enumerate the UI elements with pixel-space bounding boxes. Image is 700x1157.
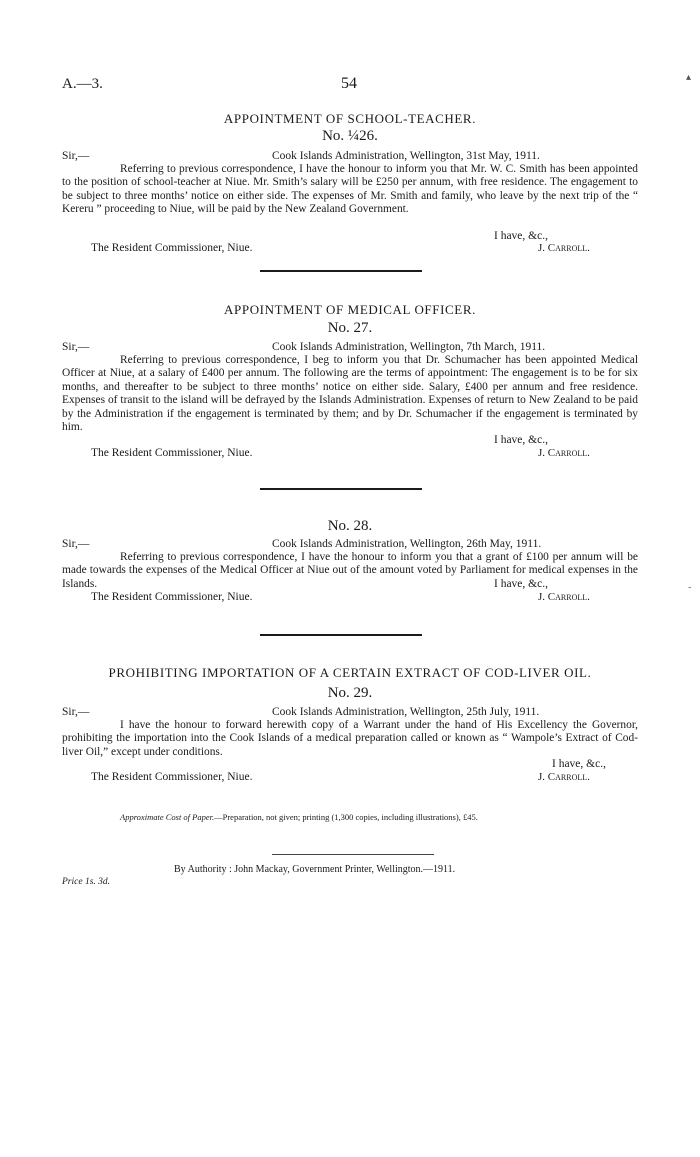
dateline: Cook Islands Administration, Wellington, 7th March, 1911. [272,341,546,353]
recipient: The Resident Commissioner, Niue. [91,771,253,783]
section-divider [260,634,422,636]
section-divider [260,488,422,490]
dateline: Cook Islands Administration, Wellington, 25th July, 1911. [272,706,540,718]
section-divider [260,270,422,272]
section-title: PROHIBITING IMPORTATION OF A CERTAIN EXTRACT OF COD-LIVER OIL. [108,665,592,680]
page-speck: ▴ [686,72,692,83]
cost-of-paper-note: Approximate Cost of Paper.—Preparation, not given; printing (1,300 copies, including illustrations), £45. [120,812,478,822]
signature: J. Carroll. [538,447,590,459]
page-number: 54 [341,75,357,92]
recipient: The Resident Commissioner, Niue. [91,447,253,459]
salutation: Sir,— [62,150,90,162]
section-title: APPOINTMENT OF SCHOOL-TEACHER. [223,111,477,126]
dateline: Cook Islands Administration, Wellington, 31st May, 1911. [272,150,540,162]
letter-number: No. ¼26. [322,128,378,144]
closing: I have, &c., [494,578,548,590]
signature: J. Carroll. [538,242,590,254]
dateline: Cook Islands Administration, Wellington, 26th May, 1911. [272,538,542,550]
recipient: The Resident Commissioner, Niue. [91,242,253,254]
signature: J. Carroll. [538,771,590,783]
page-speck: ˷ [688,578,692,589]
closing: I have, &c., [494,230,548,242]
letter-body: Referring to previous correspondence, I have the honour to inform you that a grant of £100 per annum will be made towards the expenses of the Medical Officer at Niue out of the amount voted by Parliament for medical expenses in the Islands. [62,551,638,590]
letter-body: Referring to previous correspondence, I beg to inform you that Dr. Schumacher has been appointed Medical Officer at Niue, at a salary of £400 per annum. The following are the terms of appointment: The engagement is to be for six months, and thereafter to be subject to three months’ notice on either side. Salary, £400 per annum and free residence. Expenses of transit to the island will be defrayed by the Islands Administration. Expenses of return to New Zealand to be paid by the Administration if the engagement is terminated by them; and by Dr. Schumacher if the engagement is terminated by him. [62,354,638,434]
footer-divider [272,854,434,855]
letter-body: I have the honour to forward herewith copy of a Warrant under the hand of His Excellency the Governor, prohibiting the importation into the Cook Islands of a medical preparation called or known as “ Wampole’s Extract of Cod-liver Oil,” except under conditions. [62,719,638,758]
letter-number: No. 29. [327,685,373,701]
letter-number: No. 27. [327,320,373,336]
closing: I have, &c., [552,758,606,770]
salutation: Sir,— [62,341,90,353]
price: Price 1s. 3d. [62,877,111,887]
letter-body: Referring to previous correspondence, I have the honour to inform you that Mr. W. C. Smith has been appointed to the position of school-teacher at Niue. Mr. Smith’s salary will be £250 per annum, with free residence. The engagement to be subject to three months’ notice on either side. The expenses of Mr. Smith and family, who leave by the next trip of the “ Kereru ” proceeding to Niue, will be paid by the New Zealand Government. [62,163,638,216]
signature: J. Carroll. [538,591,590,603]
closing: I have, &c., [494,434,548,446]
recipient: The Resident Commissioner, Niue. [91,591,253,603]
letter-number: No. 28. [327,518,373,534]
salutation: Sir,— [62,538,90,550]
section-title: APPOINTMENT OF MEDICAL OFFICER. [224,302,476,317]
document-reference: A.—3. [62,76,103,92]
salutation: Sir,— [62,706,90,718]
printer-authority: By Authority : John Mackay, Government Printer, Wellington.—1911. [174,864,456,875]
